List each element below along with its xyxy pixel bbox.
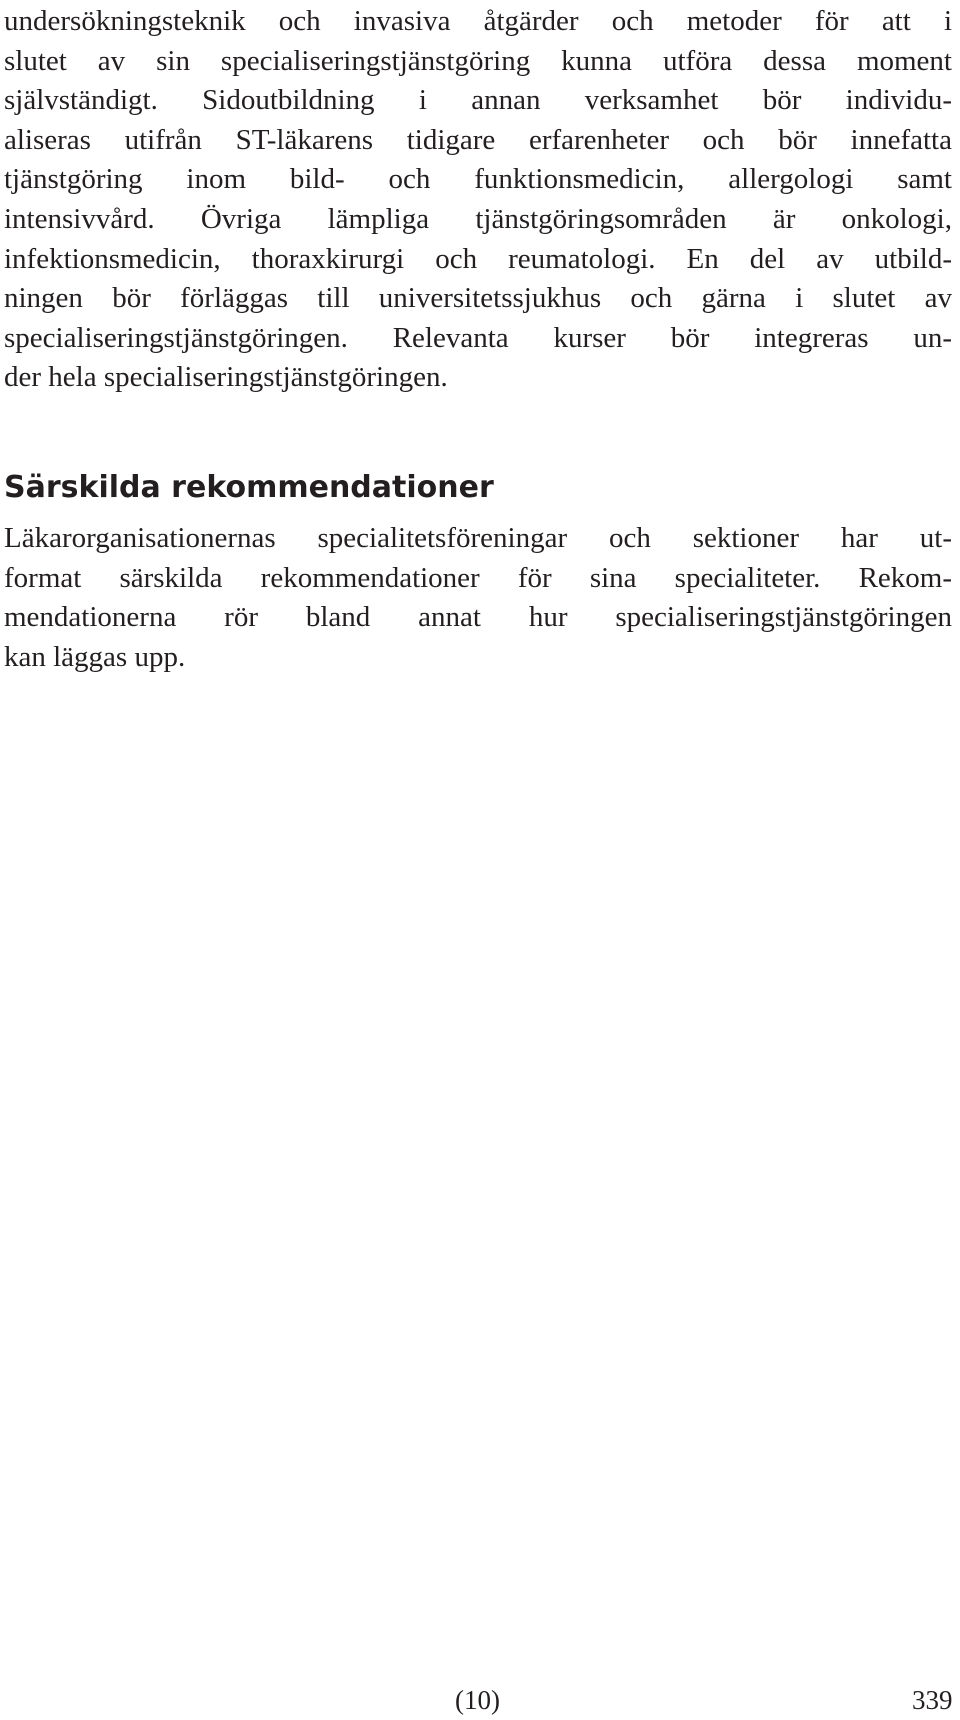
body-paragraph-1 [4, 2, 952, 398]
text-line: tjänstgöring inom bild- och funktionsmedicin, allergologi samt [4, 163, 952, 196]
text-line: undersökningsteknik och invasiva åtgärder och metoder för att i [4, 5, 952, 37]
text-line: aliseras utifrån ST-läkarens tidigare erfarenheter och bör innefatta [4, 123, 952, 156]
text-line: der hela specialiseringstjänstgöringen. [4, 361, 448, 394]
text-line: infektionsmedicin, thoraxkirurgi och reumatologi. En del av utbild- [4, 242, 952, 275]
page-number: 339 [912, 1685, 953, 1715]
text-line: slutet av sin specialiseringstjänstgöring kunna utföra dessa moment [4, 44, 952, 77]
text-line: ningen bör förläggas till universitetssjukhus och gärna i slutet av [4, 282, 952, 315]
section-number: (10) [455, 1685, 500, 1715]
text-line: format särskilda rekommendationer för sina specialiteter. Rekom- [4, 561, 952, 594]
text-line: mendationerna rör bland annat hur specialiseringstjänstgöringen [4, 601, 952, 634]
section-heading: Särskilda rekommendationer [4, 470, 494, 505]
text-line: Läkarorganisationernas specialitetsföreningar och sektioner har ut- [4, 522, 952, 554]
text-line: intensivvård. Övriga lämpliga tjänstgöringsområden är onkologi, [4, 202, 952, 235]
body-paragraph-2 [4, 519, 952, 677]
text-line: specialiseringstjänstgöringen. Relevanta kurser bör integreras un- [4, 321, 952, 354]
text-line: självständigt. Sidoutbildning i annan verksamhet bör individu- [4, 84, 952, 117]
text-line: kan läggas upp. [4, 640, 186, 673]
